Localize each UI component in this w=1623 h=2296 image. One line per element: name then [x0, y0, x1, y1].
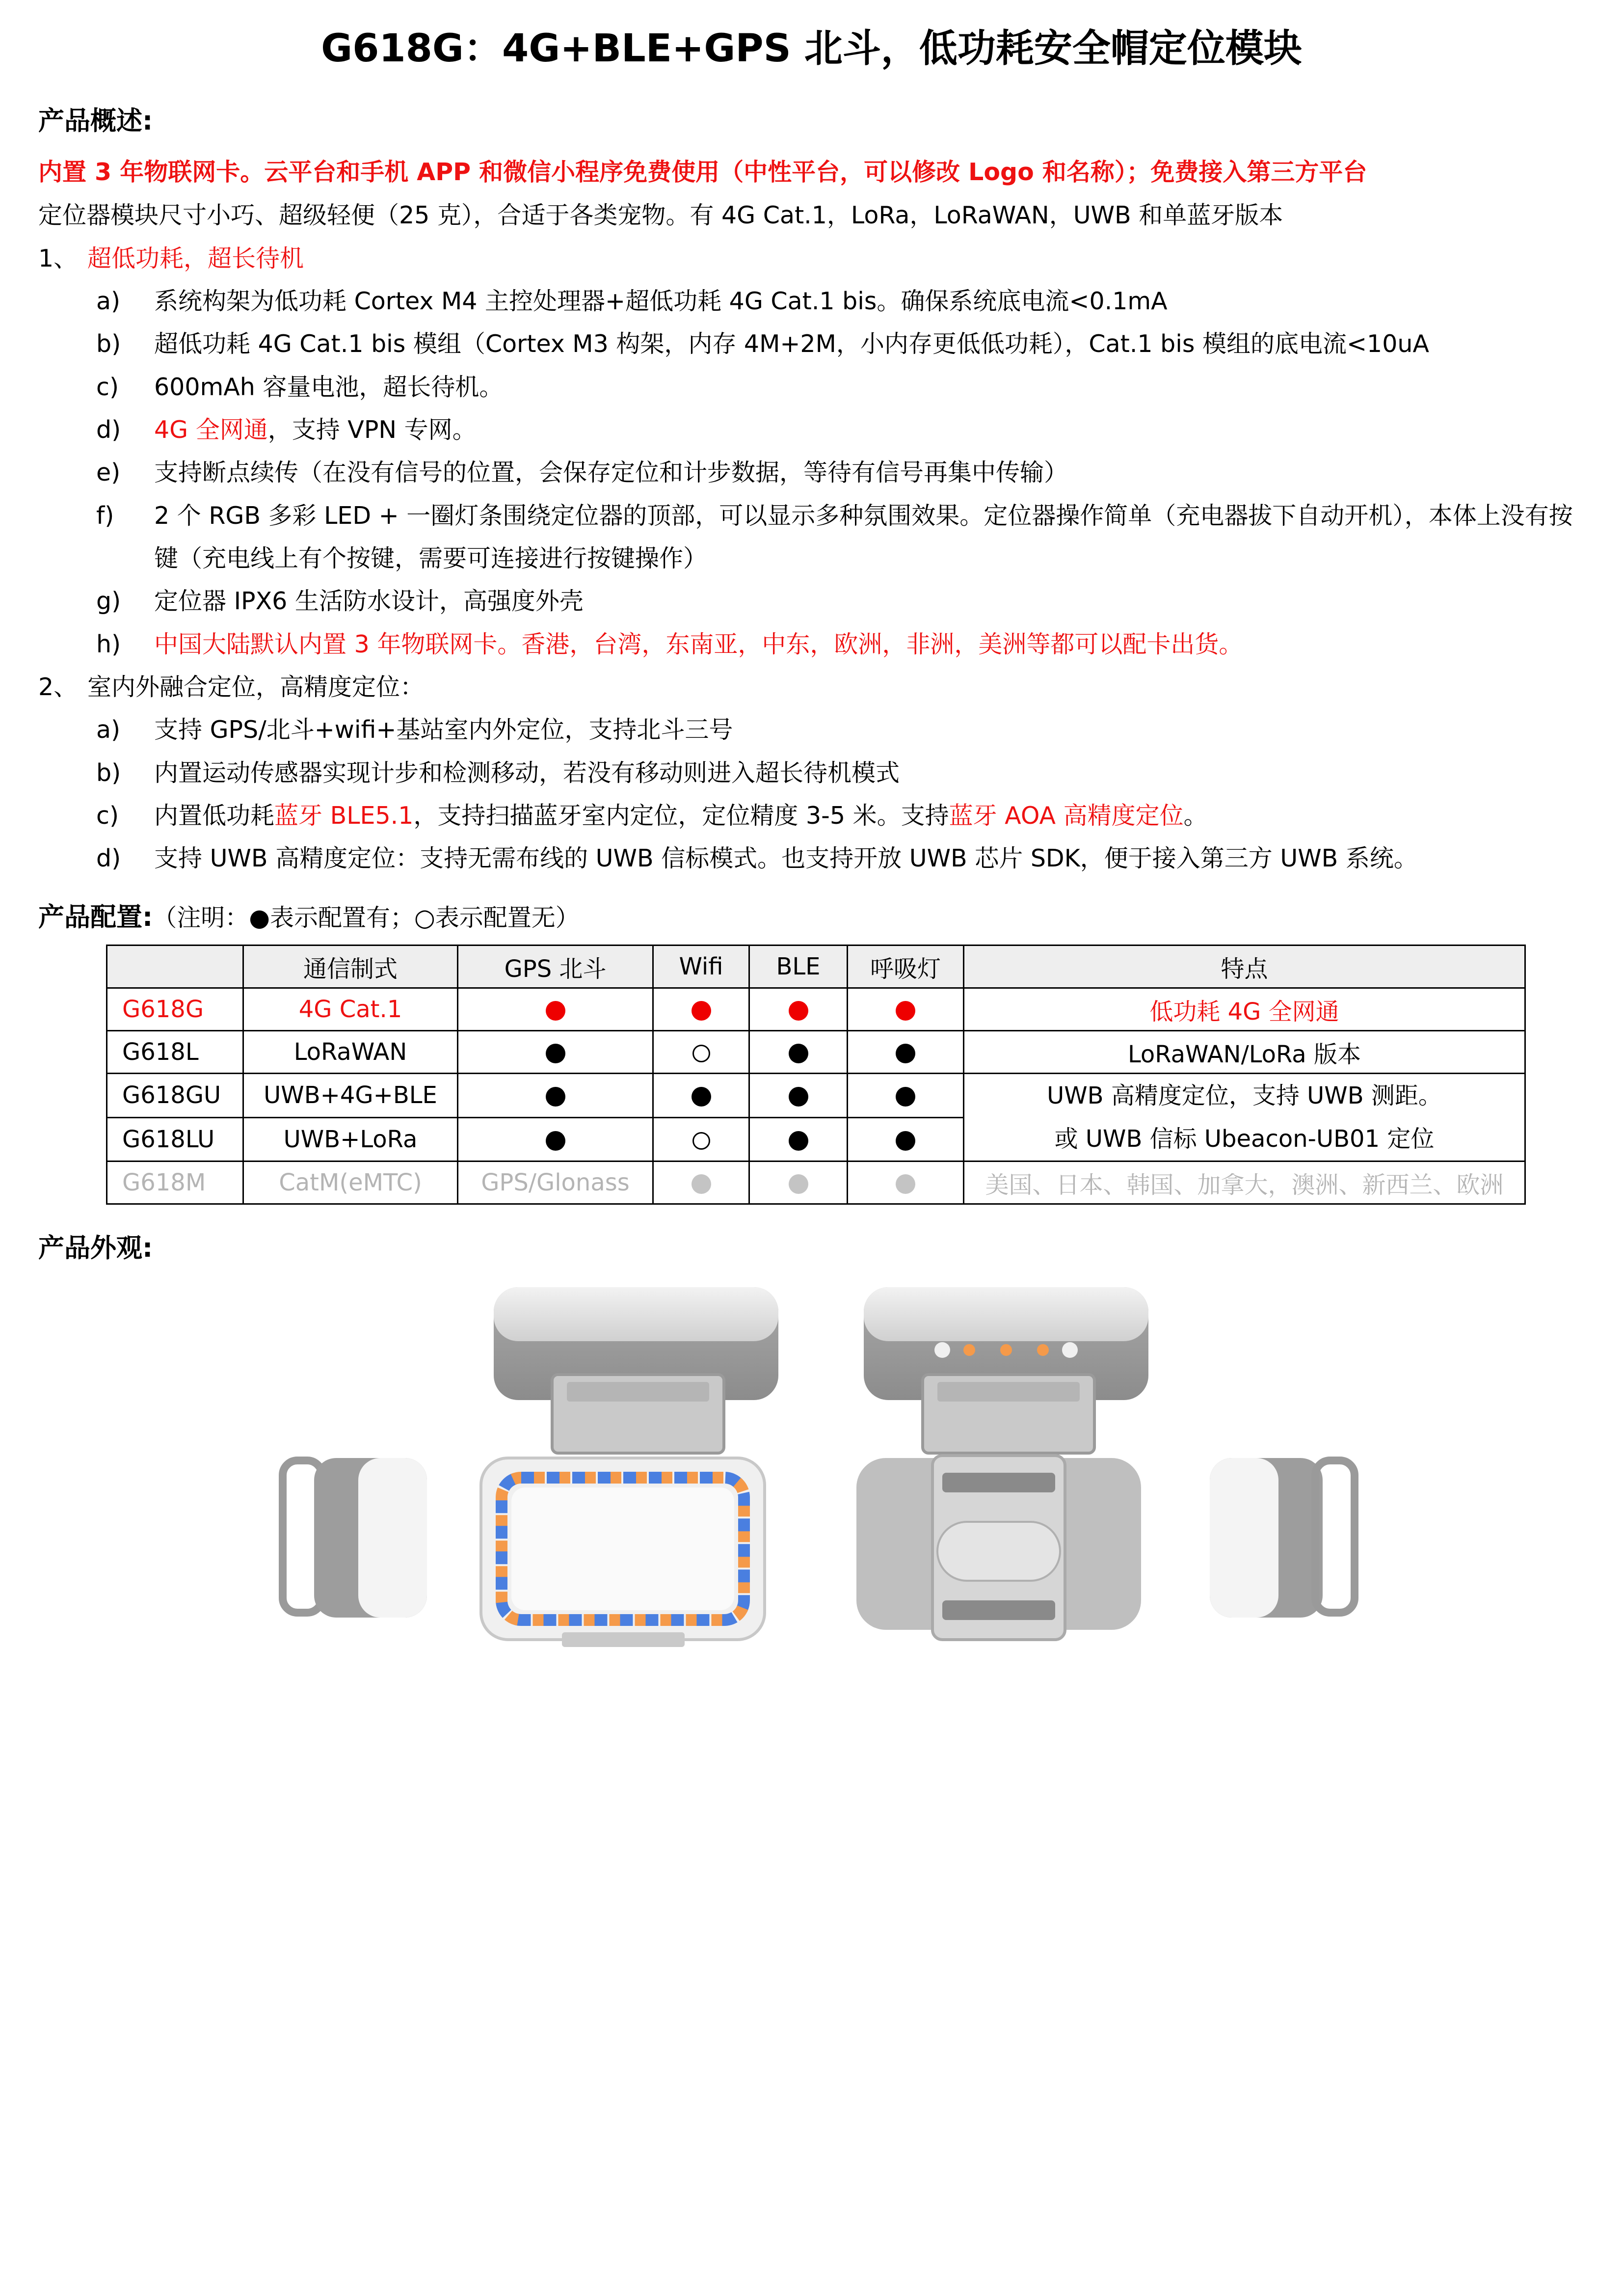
spec-table — [106, 945, 1526, 1205]
comm-cell: CatM(eMTC) — [243, 1162, 458, 1204]
item-text: 支持 GPS/北斗+wifi+基站室内外定位，支持北斗三号 — [154, 716, 733, 744]
wifi-cell — [653, 1031, 749, 1074]
comm-cell: 4G Cat.1 — [243, 988, 458, 1031]
charge-pin-icon — [1000, 1344, 1012, 1356]
led-cell — [848, 1074, 964, 1118]
led-cell — [848, 1162, 964, 1204]
feature-dot-icon — [896, 1174, 915, 1194]
section-title: 超低功耗，超长待机 — [87, 244, 304, 272]
item-text-rest: ，支持 VPN 专网。 — [267, 416, 477, 444]
item-text-highlight: 4G 全网通 — [154, 416, 268, 444]
appearance-heading: 产品外观: — [38, 1233, 153, 1263]
feature-dot-icon — [546, 1131, 565, 1151]
ble-cell — [749, 988, 848, 1031]
item-label: e) — [96, 459, 121, 486]
item-label: a) — [96, 716, 121, 744]
section-number: 2、 — [38, 673, 78, 701]
table-row — [107, 988, 1525, 1031]
table-header-cell: 通信制式 — [243, 945, 458, 988]
section-title: 室内外融合定位，高精度定位： — [87, 673, 425, 701]
feature-dot-icon — [546, 1087, 565, 1107]
device-top-view-back — [864, 1287, 1148, 1453]
item-label: b) — [96, 759, 121, 787]
gps-cell: GPS/Glonass — [458, 1162, 653, 1204]
item-label: b) — [96, 330, 121, 358]
feature-line: 或 UWB 信标 Ubeacon-UB01 定位 — [1054, 1125, 1435, 1153]
item-label: d) — [96, 416, 121, 444]
item-text — [154, 414, 477, 446]
item-text-part: 内置低功耗 — [154, 802, 275, 830]
feature-cell: 低功耗 4G 全网通 — [964, 988, 1525, 1031]
model-cell: G618G — [107, 988, 243, 1031]
feature-dot-icon — [546, 1001, 565, 1021]
item-label: f) — [96, 502, 114, 530]
led-cell — [848, 1117, 964, 1162]
feature-line: UWB 高精度定位，支持 UWB 测距。 — [1047, 1082, 1442, 1109]
feature-dot-icon — [692, 1087, 711, 1107]
item-text-continued: 键（充电线上有个按键，需要可连接进行按键操作） — [154, 544, 708, 572]
feature-dot-icon — [789, 1044, 808, 1063]
gps-cell — [458, 1031, 653, 1074]
model-cell: G618M — [107, 1162, 243, 1204]
comm-cell: LoRaWAN — [243, 1031, 458, 1074]
feature-dot-icon — [789, 1174, 808, 1194]
device-front-view — [481, 1458, 765, 1647]
table-header-cell — [107, 945, 243, 988]
feature-empty-dot-icon — [692, 1132, 710, 1150]
intro-text: 定位器模块尺寸小巧、超级轻便（25 克），合适于各类宠物。有 4G Cat.1，LoRa，LoRaWAN，UWB 和单蓝牙版本 — [38, 201, 1283, 229]
feature-dot-icon — [789, 1001, 808, 1021]
gps-cell — [458, 988, 653, 1031]
config-heading-row — [38, 896, 580, 934]
table-header-row — [107, 945, 1525, 988]
device-side-view-left — [283, 1458, 427, 1618]
section-number: 1、 — [38, 244, 78, 272]
feature-dot-icon — [896, 1131, 915, 1151]
product-images — [0, 1257, 1623, 1699]
gps-cell — [458, 1074, 653, 1118]
table-header-cell: GPS 北斗 — [458, 945, 653, 988]
led-cell — [848, 988, 964, 1031]
wifi-cell — [653, 1162, 749, 1204]
table-row — [107, 1162, 1525, 1204]
table-row — [107, 1031, 1525, 1074]
wifi-cell — [653, 988, 749, 1031]
item-text: 支持 UWB 高精度定位：支持无需布线的 UWB 信标模式。也支持开放 UWB 芯片 SDK，便于接入第三方 UWB 系统。 — [154, 844, 1418, 872]
ble-cell — [749, 1074, 848, 1118]
item-text: 支持断点续传（在没有信号的位置，会保存定位和计步数据，等待有信号再集中传输） — [154, 459, 1068, 486]
feature-dot-icon — [896, 1044, 915, 1063]
item-label: g) — [96, 587, 121, 615]
item-text-part: 。 — [1183, 802, 1208, 830]
item-text: 600mAh 容量电池，超长待机。 — [154, 373, 504, 401]
model-cell: G618L — [107, 1031, 243, 1074]
item-text-highlight: 蓝牙 BLE5.1 — [274, 802, 414, 830]
table-header-cell: 特点 — [964, 945, 1525, 988]
feature-dot-icon — [896, 1087, 915, 1107]
feature-empty-dot-icon — [692, 1045, 710, 1062]
item-text: 系统构架为低功耗 Cortex M4 主控处理器+超低功耗 4G Cat.1 bis。确保系统底电流<0.1mA — [154, 287, 1168, 315]
item-label: d) — [96, 844, 121, 872]
ble-cell — [749, 1117, 848, 1162]
table-header-cell: BLE — [749, 945, 848, 988]
item-text: 内置运动传感器实现计步和检测移动，若没有移动则进入超长待机模式 — [154, 759, 900, 787]
feature-cell: 美国、日本、韩国、加拿大，澳洲、新西兰、欧洲 — [964, 1162, 1525, 1204]
feature-cell-merged — [964, 1074, 1525, 1162]
table-header-cell: 呼吸灯 — [848, 945, 964, 988]
charge-pin-icon — [963, 1344, 975, 1356]
item-text: 中国大陆默认内置 3 年物联网卡。香港，台湾，东南亚，中东，欧洲，非洲，美洲等都可以配卡出货。 — [154, 630, 1243, 658]
item-text-highlight: 蓝牙 AOA 高精度定位 — [949, 802, 1184, 830]
item-label: c) — [96, 802, 119, 830]
item-text: 2 个 RGB 多彩 LED + 一圈灯条围绕定位器的顶部，可以显示多种氛围效果。定位器操作简单（充电器拔下自动开机），本体上没有按 — [154, 502, 1573, 530]
device-top-view-front — [494, 1287, 778, 1453]
model-cell: G618GU — [107, 1074, 243, 1118]
promo-text: 内置 3 年物联网卡。云平台和手机 APP 和微信小程序免费使用（中性平台，可以修改 Logo 和名称）；免费接入第三方平台 — [38, 158, 1367, 186]
led-cell — [848, 1031, 964, 1074]
item-text — [154, 800, 1208, 832]
charge-pin-icon — [934, 1342, 950, 1358]
overview-heading: 产品概述: — [38, 106, 153, 136]
model-cell: G618LU — [107, 1117, 243, 1162]
comm-cell: UWB+LoRa — [243, 1117, 458, 1162]
ble-cell — [749, 1031, 848, 1074]
wifi-cell — [653, 1117, 749, 1162]
item-label: a) — [96, 287, 121, 315]
charge-pin-icon — [1062, 1342, 1078, 1358]
item-text: 超低功耗 4G Cat.1 bis 模组（Cortex M3 构架，内存 4M+2M，小内存更低低功耗），Cat.1 bis 模组的底电流<10uA — [154, 330, 1429, 358]
device-side-view-right — [1210, 1458, 1355, 1618]
item-label: c) — [96, 373, 119, 401]
charge-pin-icon — [1037, 1344, 1049, 1356]
feature-dot-icon — [896, 1001, 915, 1021]
feature-dot-icon — [692, 1001, 711, 1021]
page-title: G618G：4G+BLE+GPS 北斗，低功耗安全帽定位模块 — [321, 27, 1302, 71]
feature-dot-icon — [789, 1131, 808, 1151]
device-back-view — [856, 1456, 1141, 1640]
feature-dot-icon — [789, 1087, 808, 1107]
feature-cell: LoRaWAN/LoRa 版本 — [964, 1031, 1525, 1074]
table-row — [107, 1074, 1525, 1118]
config-note: （注明：●表示配置有；○表示配置无） — [153, 904, 580, 932]
feature-dot-icon — [692, 1174, 711, 1194]
gps-cell — [458, 1117, 653, 1162]
item-text: 定位器 IPX6 生活防水设计，高强度外壳 — [154, 587, 584, 615]
item-text-part: ，支持扫描蓝牙室内定位，定位精度 3-5 米。支持 — [413, 802, 949, 830]
config-heading: 产品配置: — [38, 902, 153, 932]
feature-dot-icon — [546, 1044, 565, 1063]
item-label: h) — [96, 630, 121, 658]
ble-cell — [749, 1162, 848, 1204]
wifi-cell — [653, 1074, 749, 1118]
comm-cell: UWB+4G+BLE — [243, 1074, 458, 1118]
table-header-cell: Wifi — [653, 945, 749, 988]
